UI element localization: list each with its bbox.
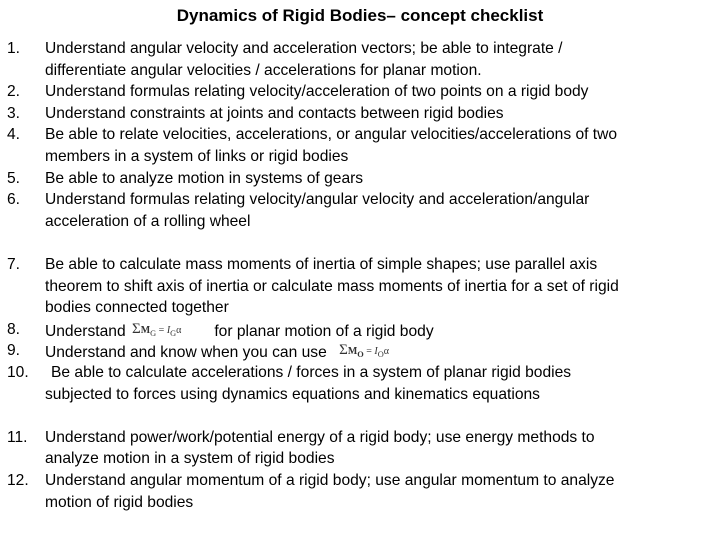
item-text: differentiate angular velocities / accelerations for planar motion. xyxy=(45,61,482,79)
item-text: Understand power/work/potential energy of a rigid body; use energy methods to xyxy=(45,428,595,446)
item-text: Be able to analyze motion in systems of gears xyxy=(45,169,364,187)
item-text: Understand formulas relating velocity/angular velocity and acceleration/angular xyxy=(45,191,590,209)
item-text: acceleration of a rolling wheel xyxy=(45,212,251,230)
item-number: 6. xyxy=(7,191,21,209)
item-text: bodies connected together xyxy=(45,299,229,317)
item-number: 11. xyxy=(7,428,28,446)
item-number: 12. xyxy=(7,472,29,489)
item-text: Understand constraints at joints and contacts between rigid bodies xyxy=(45,104,504,122)
item-text-pre: Understand xyxy=(45,322,126,340)
item-number: 5. xyxy=(7,169,21,187)
item-text: Be able to relate velocities, accelerations, or angular velocities/accelerations of two xyxy=(45,126,618,144)
item-text-post: for planar motion of a rigid body xyxy=(214,322,434,340)
item-text: members in a system of links or rigid bodies xyxy=(45,148,349,165)
moment-equation-g: $\Sigma M_G = I_G\alpha$ xyxy=(131,320,182,338)
item-text: Be able to calculate accelerations / forces in a system of planar rigid bodies xyxy=(51,364,572,381)
item-number: 10. xyxy=(7,364,29,381)
item-text: analyze motion in a system of rigid bodies xyxy=(45,450,335,468)
item-number: 7. xyxy=(7,256,21,273)
item-text: Understand angular momentum of a rigid body; use angular momentum to analyze xyxy=(45,472,615,489)
item-text-pre: Understand and know when you can use xyxy=(45,344,327,362)
item-text: theorem to shift axis of inertia or calculate mass moments of inertia for a set of rigid xyxy=(45,277,619,295)
item-number: 1. xyxy=(7,40,21,57)
item-text: motion of rigid bodies xyxy=(45,493,194,511)
item-number: 2. xyxy=(7,83,21,101)
item-text: Understand formulas relating velocity/acceleration of two points on a rigid body xyxy=(45,83,589,101)
item-text: Be able to calculate mass moments of inertia of simple shapes; use parallel axis xyxy=(45,256,598,273)
item-number: 8. xyxy=(7,320,21,338)
moment-equation-o: $\Sigma M_O = I_O\alpha$ xyxy=(339,342,390,360)
item-text: subjected to forces using dynamics equations and kinematics equations xyxy=(45,385,540,403)
page-title: Dynamics of Rigid Bodies– concept checklist xyxy=(176,6,544,25)
item-number: 9. xyxy=(7,342,21,360)
item-number: 4. xyxy=(7,126,21,144)
item-text: Understand angular velocity and acceleration vectors; be able to integrate / xyxy=(45,40,563,57)
item-number: 3. xyxy=(7,104,21,122)
